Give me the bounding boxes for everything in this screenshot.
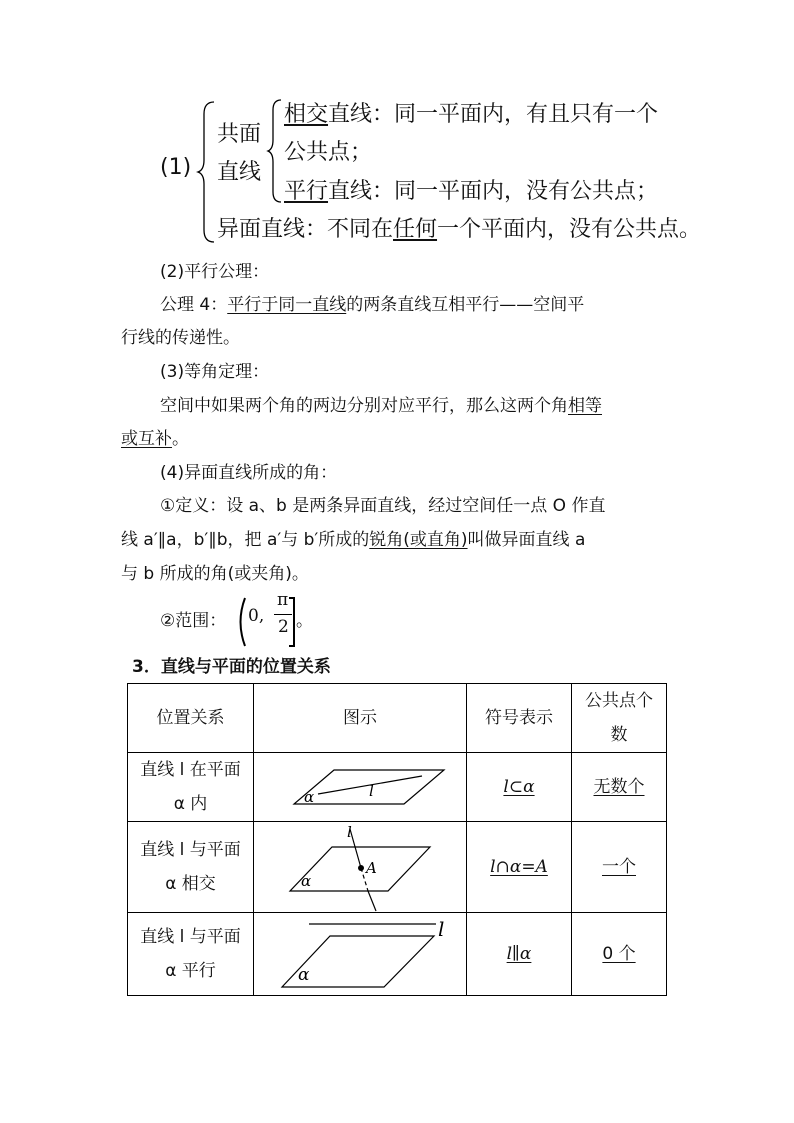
parallel-line: 平行直线：同一平面内，没有公共点； <box>284 179 659 204</box>
fig-l: l <box>347 822 352 841</box>
row-position: 直线 l 在平面 α 内 <box>128 753 254 822</box>
fig-l: l <box>438 916 445 941</box>
equal-angle-line-1: 空间中如果两个角的两边分别对应平行，那么这两个角相等 <box>160 396 602 416</box>
row-figure <box>254 913 467 996</box>
section-3-title: 3．直线与平面的位置关系 <box>132 657 331 677</box>
open-paren-icon <box>234 596 248 648</box>
row-symbol: l⊂α <box>467 753 572 822</box>
outer-brace-icon <box>196 100 218 245</box>
header-count: 公共点个 数 <box>572 684 667 753</box>
table-row <box>128 822 667 913</box>
item-number: (1) <box>160 155 192 180</box>
row-count: 0 个 <box>572 913 667 996</box>
row-figure <box>254 822 467 913</box>
line-parallel-plane-figure <box>254 914 466 995</box>
table-header-row <box>128 684 667 753</box>
line-in-plane-figure <box>254 754 466 820</box>
coplanar-label-2: 直线 <box>217 160 262 185</box>
axiom-line-1: 公理 4：平行于同一直线的两条直线互相平行——空间平 <box>160 295 585 315</box>
header-symbol: 符号表示 <box>467 684 572 753</box>
fig-A: A <box>366 858 377 877</box>
skew-angle-heading: (4)异面直线所成的角： <box>160 463 338 483</box>
coplanar-label-1: 共面 <box>217 122 262 147</box>
relation-table <box>127 683 667 996</box>
intersect-line-cont: 公共点； <box>284 140 373 165</box>
row-position: 直线 l 与平面 α 平行 <box>128 913 254 996</box>
definition-line-2: 线 a′∥a，b′∥b，把 a′与 b′所成的锐角(或直角)叫做异面直线 a <box>121 530 586 550</box>
fig-alpha: α <box>298 964 310 985</box>
row-symbol: l∩α=A <box>467 822 572 913</box>
equal-angle-heading: (3)等角定理： <box>160 362 270 382</box>
row-count: 一个 <box>572 822 667 913</box>
axiom-heading: (2)平行公理： <box>160 262 270 282</box>
close-bracket-icon <box>288 596 296 648</box>
header-figure: 图示 <box>254 684 467 753</box>
range-end: 。 <box>296 611 313 631</box>
equal-angle-line-2: 或互补。 <box>121 429 189 449</box>
fig-alpha: α <box>304 788 315 806</box>
row-figure <box>254 753 467 822</box>
intersect-line: 相交直线：同一平面内，有且只有一个 <box>284 102 659 127</box>
inner-brace-icon <box>266 98 284 204</box>
definition-line-3: 与 b 所成的角(或夹角)。 <box>121 564 309 584</box>
table-row <box>128 753 667 822</box>
fig-alpha: α <box>301 871 312 890</box>
header-position: 位置关系 <box>128 684 254 753</box>
skew-line: 异面直线：不同在任何一个平面内，没有公共点。 <box>217 217 702 242</box>
range-zero: 0, <box>248 606 265 626</box>
definition-line-1: ①定义：设 a、b 是两条异面直线，经过空间任一点 O 作直 <box>160 496 606 516</box>
axiom-line-2: 行线的传递性。 <box>121 328 240 348</box>
range-two: 2 <box>278 617 289 637</box>
table-row <box>128 913 667 996</box>
row-count: 无数个 <box>572 753 667 822</box>
line-intersect-plane-figure <box>254 823 466 912</box>
fig-l: l <box>369 782 374 800</box>
range-pi: π <box>277 590 289 610</box>
range-label: ②范围： <box>160 611 227 631</box>
row-position: 直线 l 与平面 α 相交 <box>128 822 254 913</box>
row-symbol: l∥α <box>467 913 572 996</box>
